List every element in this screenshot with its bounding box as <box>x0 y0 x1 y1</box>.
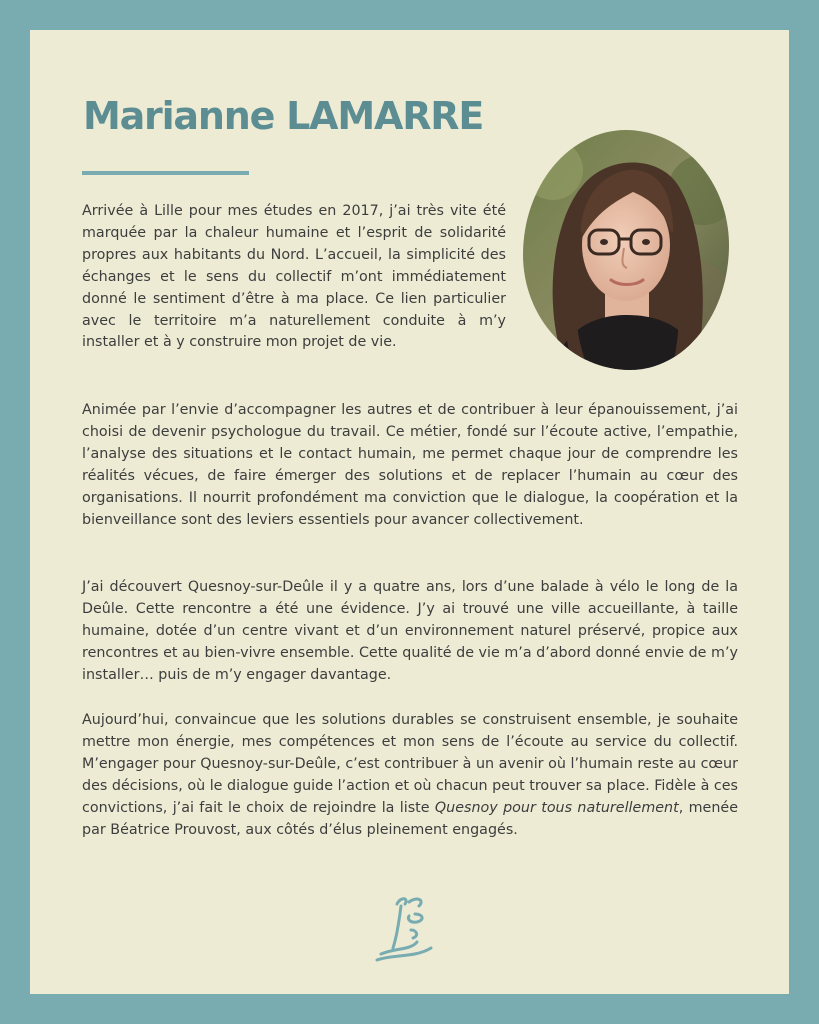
profile-card <box>30 30 789 994</box>
commitment-text-start: Aujourd’hui, convaincue que les solutions durables se construisent ensemble, je souhaite mettre mon énergie, mes compétences et mon sens de l’écoute au service du collectif. M’engager pour Quesnoy-sur-Deûle, c’est contribuer à un avenir où l’humain reste au cœur des décisions, où le dialogue guide l’action et où chacun peut trouver sa place. Fidèle à ces convictions, j’ai fait le choix de rejoindre la liste <box>82 712 738 816</box>
paragraph-profession: Animée par l’envie d’accompagner les autres et de contribuer à leur épanouissement, j’ai choisi de devenir psychologue du travail. Ce métier, fondé sur l’écoute active, l’empathie, l’analyse des situations et le contact humain, me permet chaque jour de comprendre les réalités vécues, de faire émerger des solutions et de replacer l’humain au cœur des organisations. Il nourrit profondément ma conviction que le dialogue, la coopération et la bienveillance sont des leviers essentiels pour avancer collectivement. <box>82 402 738 528</box>
leaf-logo-icon <box>375 892 445 964</box>
list-name: Quesnoy pour tous naturellement <box>434 799 679 816</box>
paragraph-quesnoy: J’ai découvert Quesnoy-sur-Deûle il y a quatre ans, lors d’une balade à vélo le long de la Deûle. Cette rencontre a été une évidence. J’y ai trouvé une ville accueillante, à taille humaine, dotée d’un centre vivant et d’un environnement naturel préservé, propice aux rencontres et au bien-vivre ensemble. Cette qualité de vie m’a d’abord donné envie de m’y installer… puis de m’y engager davantage. <box>82 579 738 683</box>
title-underline <box>82 171 249 175</box>
commitment-text-end: , menée par Béatrice Prouvost, aux côtés d’élus pleinement engagés. <box>82 799 738 838</box>
paragraph-arrival: Arrivée à Lille pour mes études en 2017, j’ai très vite été marquée par la chaleur humaine et l’esprit de solidarité propres aux habitants du Nord. L’accueil, la simplicité des échanges et le sens du collectif m’ont immédiatement donné le sentiment d’être à ma place. Ce lien particulier avec le territoire m’a naturellement conduite à m’y installer et à y construire mon projet de vie. <box>82 203 506 351</box>
portrait-photo <box>523 130 729 370</box>
paragraph-commitment <box>82 710 738 841</box>
profile-name: Marianne LAMARRE <box>83 94 484 138</box>
